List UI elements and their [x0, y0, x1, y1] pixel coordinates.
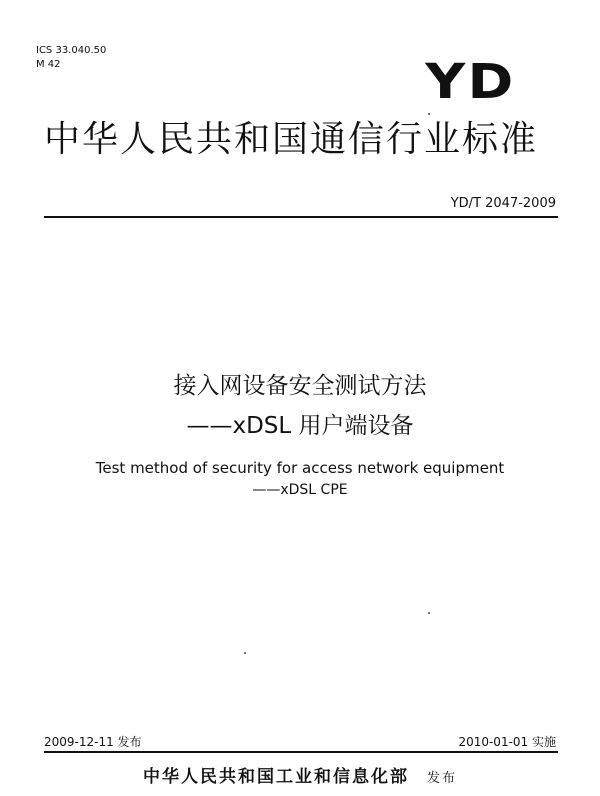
publisher-line [0, 762, 600, 787]
scan-speck [428, 612, 430, 614]
scan-speck [428, 113, 430, 115]
title-chinese-line2: ——xDSL 用户端设备 [186, 413, 414, 439]
ccs-code: M 42 [36, 59, 61, 70]
publisher-suffix: 发布 [426, 771, 457, 786]
title-chinese-line1: 接入网设备安全测试方法 [173, 373, 427, 399]
publisher-name: 中华人民共和国工业和信息化部 [143, 767, 410, 787]
title-english-line2: ——xDSL CPE [252, 482, 348, 498]
classification-codes [36, 44, 106, 72]
ics-code: ICS 33.040.50 [36, 45, 107, 56]
scan-speck [244, 652, 246, 654]
header-divider [44, 216, 558, 218]
issue-date: 2009-12-11 发布 [44, 735, 142, 749]
title-english-line1: Test method of security for access network equipment [95, 459, 505, 477]
yd-logo: YD [425, 54, 516, 110]
footer-divider [44, 751, 558, 753]
implementation-date: 2010-01-01 实施 [458, 735, 556, 749]
organization-title: 中华人民共和国通信行业标准 [44, 119, 539, 160]
standard-number: YD/T 2047-2009 [450, 196, 556, 211]
